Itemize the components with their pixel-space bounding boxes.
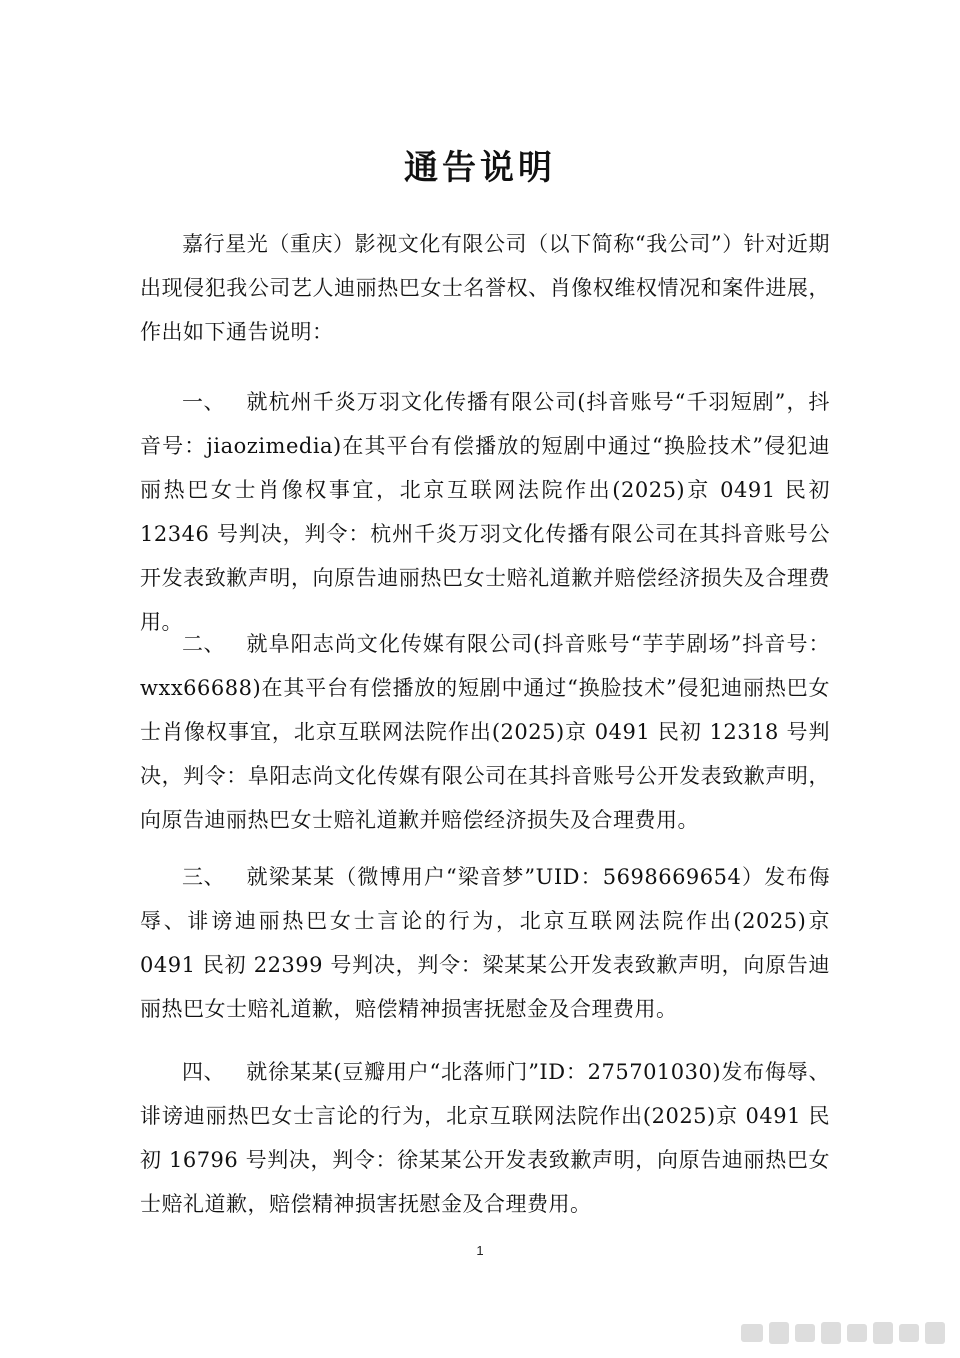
item-text: 就阜阳志尚文化传媒有限公司(抖音账号“芋芋剧场”抖音号：wxx66688)在其平台有偿播放的短剧中通过“换脸技术”侵犯迪丽热巴女士肖像权事宜，北京互联网法院作出(2025)京 0491 民初 12318 号判决，判令：阜阳志尚文化传媒有限公司在其抖音账号公开发表致歉声明，向原告迪丽热巴女士赔礼道歉并赔偿经济损失及合理费用。 [140, 632, 830, 832]
item-number: 四、 [182, 1060, 225, 1084]
intro-text: 嘉行星光（重庆）影视文化有限公司（以下简称“我公司”）针对近期出现侵犯我公司艺人迪丽热巴女士名誉权、肖像权维权情况和案件进展，作出如下通告说明： [140, 232, 830, 344]
document-title: 通告说明 [404, 148, 556, 188]
item-text: 就徐某某(豆瓣用户“北落师门”ID：275701030)发布侮辱、诽谤迪丽热巴女士言论的行为，北京互联网法院作出(2025)京 0491 民初 16796 号判决，判令：徐某某公开发表致歉声明，向原告迪丽热巴女士赔礼道歉，赔偿精神损害抚慰金及合理费用。 [140, 1060, 830, 1216]
list-item [140, 855, 830, 1031]
item-text: 就杭州千炎万羽文化传播有限公司(抖音账号“千羽短剧”，抖音号：jiaozimedia)在其平台有偿播放的短剧中通过“换脸技术”侵犯迪丽热巴女士肖像权事宜，北京互联网法院作出(2025)京 0491 民初 12346 号判决，判令：杭州千炎万羽文化传播有限公司在其抖音账号公开发表致歉声明，向原告迪丽热巴女士赔礼道歉并赔偿经济损失及合理费用。 [140, 390, 830, 634]
page-number: 1 [476, 1243, 484, 1258]
list-item [140, 380, 830, 644]
intro-paragraph [140, 222, 830, 354]
item-number: 一、 [182, 390, 225, 414]
item-number: 二、 [182, 632, 225, 656]
watermark-logo [741, 1316, 946, 1350]
item-number: 三、 [182, 865, 225, 889]
list-item [140, 622, 830, 842]
list-item [140, 1050, 830, 1226]
item-text: 就梁某某（微博用户“梁音梦”UID：5698669654）发布侮辱、诽谤迪丽热巴女士言论的行为，北京互联网法院作出(2025)京 0491 民初 22399 号判决，判令：梁某某公开发表致歉声明，向原告迪丽热巴女士赔礼道歉，赔偿精神损害抚慰金及合理费用。 [140, 865, 830, 1021]
